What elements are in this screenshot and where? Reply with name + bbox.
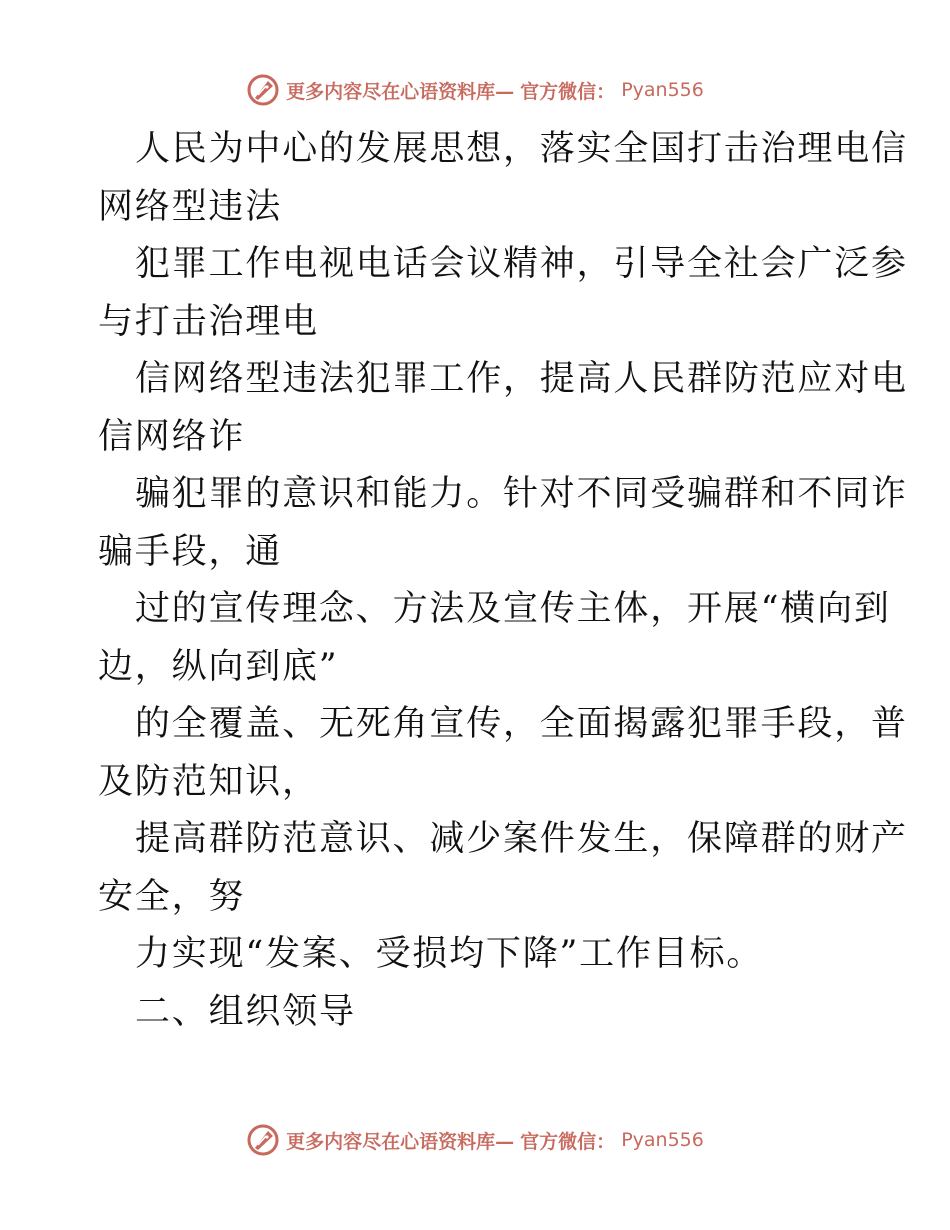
- body-line: 与打击治理电: [98, 301, 319, 342]
- body-line: 提高群防范意识、减少案件发生，保障群的财产: [135, 819, 908, 859]
- body-line: 信网络型违法犯罪工作，提高人民群防范应对电: [135, 359, 908, 399]
- body-line: 安全，努: [98, 876, 246, 917]
- watermark-wechat-id: Pyan556: [621, 1129, 704, 1151]
- header-watermark: [0, 70, 950, 110]
- watermark-brand-text: 更多内容尽在心语资料库—: [286, 1130, 515, 1153]
- body-line: 犯罪工作电视电话会议精神，引导全社会广泛参: [135, 244, 908, 284]
- body-line: 及防范知识，: [98, 761, 319, 802]
- pen-nib-logo-icon: [246, 1123, 280, 1157]
- body-line: 边，纵向到底”: [98, 646, 339, 687]
- watermark-wechat-label: 官方微信：: [520, 80, 616, 103]
- watermark-wechat-id: Pyan556: [621, 79, 704, 101]
- body-line: 人民为中心的发展思想，落实全国打击治理电信: [135, 129, 908, 169]
- footer-watermark: [0, 1120, 950, 1160]
- watermark-brand-text: 更多内容尽在心语资料库—: [286, 80, 515, 103]
- body-line: 力实现“发案、受损均下降”工作目标。: [135, 934, 764, 974]
- body-line: 骗犯罪的意识和能力。针对不同受骗群和不同诈: [135, 474, 908, 514]
- body-line: 信网络诈: [98, 416, 246, 457]
- body-line: 网络型违法: [98, 186, 283, 227]
- body-line: 的全覆盖、无死角宣传，全面揭露犯罪手段，普: [135, 704, 908, 744]
- watermark-wechat-label: 官方微信：: [520, 1130, 616, 1153]
- document-body: [98, 121, 908, 1041]
- section-heading: 二、组织领导: [135, 991, 356, 1032]
- body-line: 过的宣传理念、方法及宣传主体，开展“横向到: [135, 589, 891, 629]
- pen-nib-logo-icon: [246, 73, 280, 107]
- body-line: 骗手段，通: [98, 531, 283, 572]
